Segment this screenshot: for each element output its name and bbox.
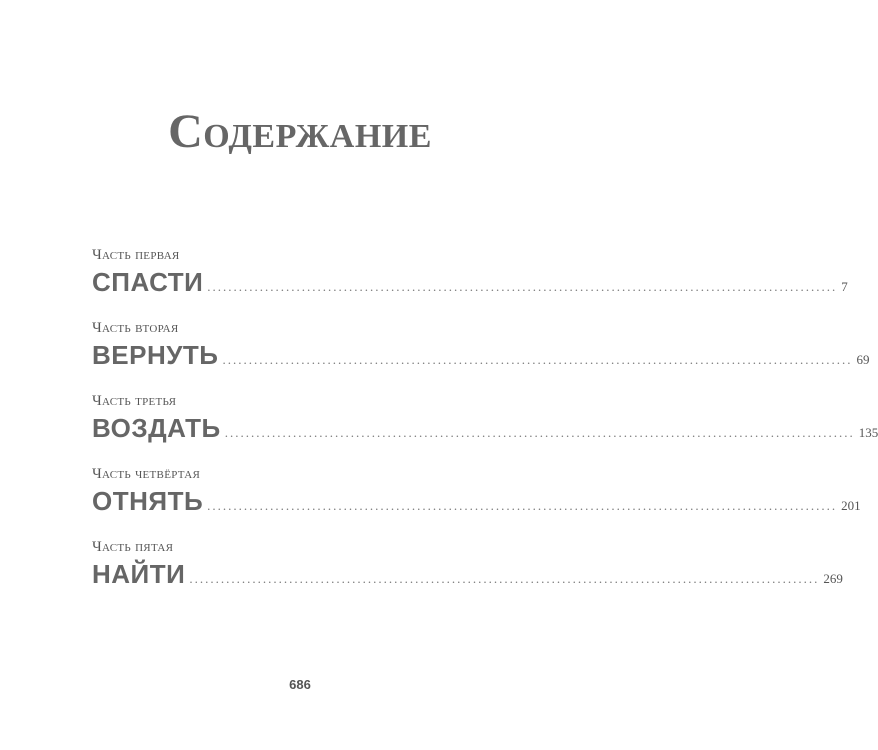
toc-row (92, 412, 878, 444)
folio-page-number: 686 (289, 677, 311, 692)
dot-leader: ........................................................................................................................ (207, 279, 838, 294)
part-title[interactable]: ВОЗДАТЬ (92, 413, 221, 443)
part-label: Часть первая (92, 247, 180, 263)
part-label: Часть пятая (92, 539, 174, 555)
toc-entry (92, 246, 848, 319)
page-number: 201 (841, 498, 861, 513)
page-number: 269 (823, 571, 843, 586)
part-label: Часть четвёртая (92, 466, 201, 482)
page-number: 7 (841, 279, 848, 294)
table-of-contents (92, 246, 878, 611)
toc-row (92, 266, 848, 298)
page-number: 135 (858, 425, 878, 440)
page-number: 69 (856, 352, 870, 367)
dot-leader: ........................................................................................................................ (207, 498, 838, 513)
toc-entry (92, 392, 878, 465)
toc-row (92, 485, 861, 517)
part-title[interactable]: СПАСТИ (92, 267, 204, 297)
dot-leader: ........................................................................................................................ (189, 571, 820, 586)
dot-leader: ........................................................................................................................ (222, 352, 853, 367)
part-label: Часть третья (92, 393, 177, 409)
toc-entry (92, 465, 861, 538)
toc-entry (92, 538, 843, 611)
part-title[interactable]: НАЙТИ (92, 559, 186, 589)
part-label: Часть вторая (92, 320, 179, 336)
toc-entry (92, 319, 870, 392)
dot-leader: ........................................................................................................................ (224, 425, 855, 440)
part-title[interactable]: ВЕРНУТЬ (92, 340, 219, 370)
toc-row (92, 558, 843, 590)
toc-row (92, 339, 870, 371)
part-title[interactable]: ОТНЯТЬ (92, 486, 204, 516)
page-title: Содержание (168, 105, 432, 158)
